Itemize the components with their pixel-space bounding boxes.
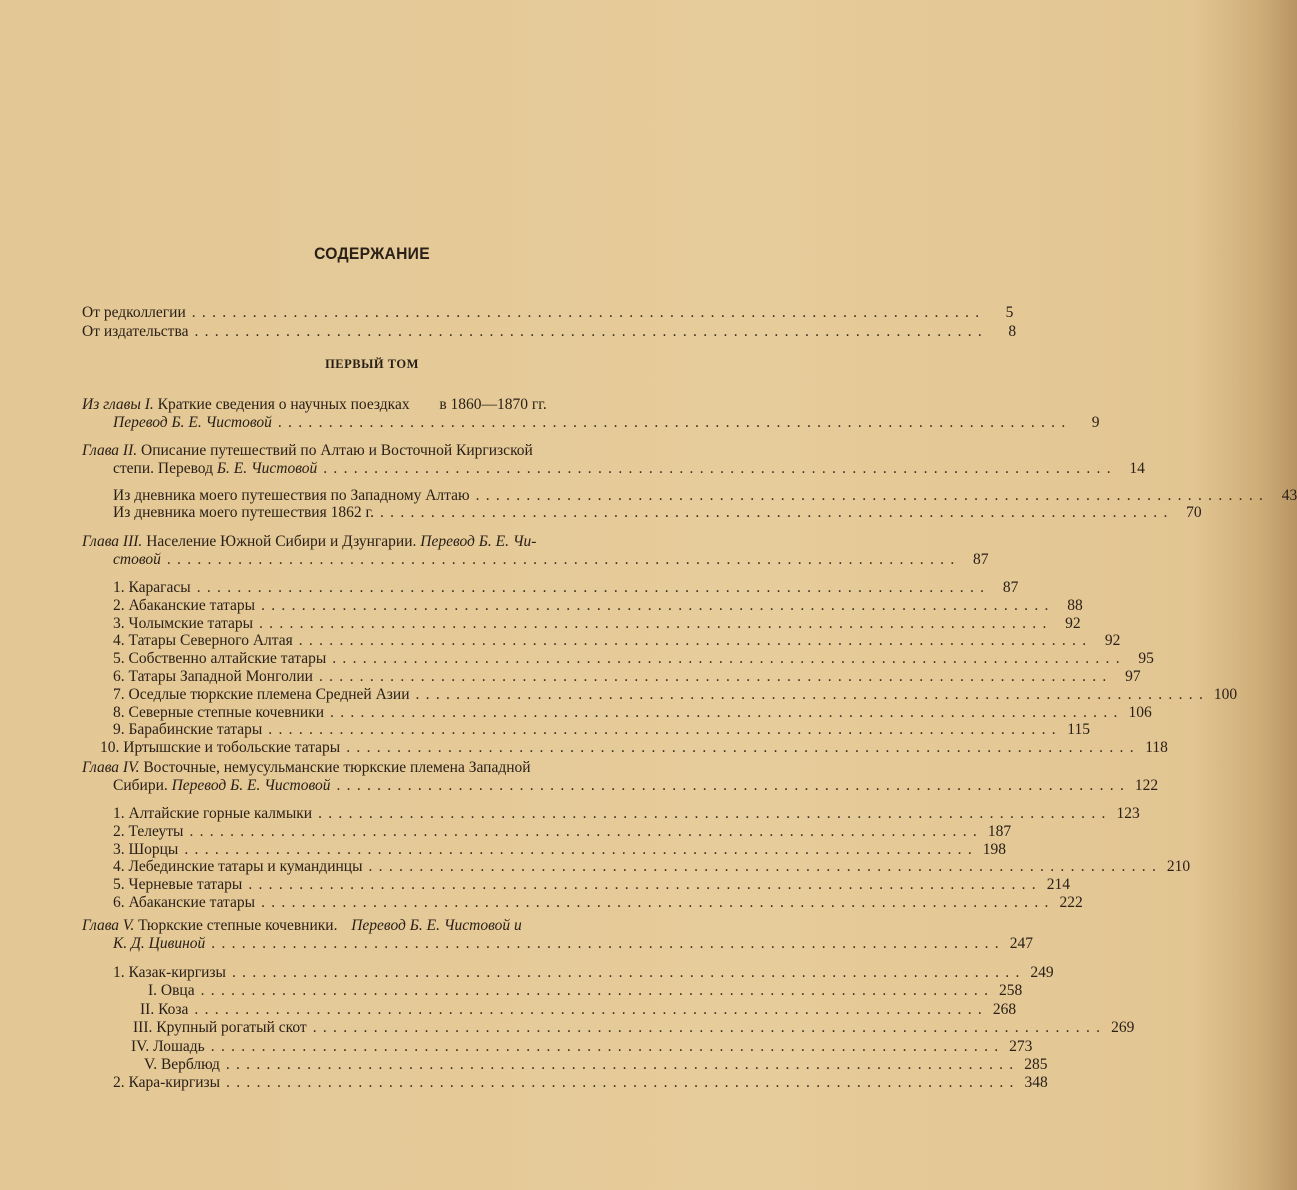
leader-dots: .............................................................................. xyxy=(368,858,1163,876)
toc-entry[interactable] xyxy=(140,1000,1017,1019)
chapter-title: Восточные, немусульманские тюркские племена Западной xyxy=(143,759,531,776)
toc-entry[interactable] xyxy=(113,776,1159,795)
entry-title: V. Верблюд xyxy=(144,1056,220,1073)
entry-title: 2. Абаканские татары xyxy=(113,596,256,614)
page-number: 210 xyxy=(1166,858,1191,876)
toc-entry[interactable] xyxy=(113,578,1019,597)
leader-dots: .............................................................................. xyxy=(261,596,1055,614)
volume-heading: ПЕРВЫЙ ТОМ xyxy=(325,357,419,371)
page-number: 106 xyxy=(1128,703,1152,721)
entry-title: 7. Оседлые тюркские племена Средней Азии xyxy=(113,685,410,703)
toc-entry[interactable] xyxy=(113,875,1070,894)
toc-entry[interactable] xyxy=(133,1018,1135,1037)
entry-title: 2. Телеуты xyxy=(113,822,184,840)
toc-entry[interactable] xyxy=(113,703,1152,722)
page-number: 122 xyxy=(1134,777,1159,794)
translator: Перевод Б. Е. Чистовой xyxy=(171,777,331,794)
leader-dots: .............................................................................. xyxy=(196,579,991,596)
page-number: 247 xyxy=(1009,935,1033,952)
page-number: 187 xyxy=(987,822,1012,840)
page-number: 92 xyxy=(1065,614,1081,632)
leader-dots: .............................................................................. xyxy=(258,614,1053,632)
leader-dots: .............................................................................. xyxy=(277,414,1072,431)
leader-dots: .............................................................................. xyxy=(261,894,1055,911)
leader-dots: .............................................................................. xyxy=(298,632,1093,650)
translator: Перевод Б. Е. Чистовой xyxy=(113,414,272,431)
toc-entry[interactable] xyxy=(113,822,1012,841)
translator-cont: стовой xyxy=(113,551,161,568)
page-number: 87 xyxy=(1002,579,1019,596)
toc-entry[interactable] xyxy=(100,738,1168,757)
leader-dots: .............................................................................. xyxy=(231,964,1026,981)
entry-title: 10. Иртышские и тобольские татары xyxy=(100,739,341,757)
page-number: 214 xyxy=(1046,876,1070,894)
leader-dots: .............................................................................. xyxy=(330,703,1124,721)
translator-cont: К. Д. Цивиной xyxy=(113,935,206,952)
chapter-1-heading[interactable] xyxy=(82,395,718,414)
chapter-label: Глава II. xyxy=(82,442,138,459)
leader-dots: .............................................................................. xyxy=(318,668,1113,685)
page-number: 88 xyxy=(1067,596,1083,614)
page-number: 268 xyxy=(992,1000,1017,1018)
page-number: 43 xyxy=(1281,487,1297,504)
chapter-title-cont: Сибири. xyxy=(113,777,168,794)
translator: Б. Е. Чистовой xyxy=(216,460,318,477)
entry-title: 4. Лебединские татары и кумандинцы xyxy=(113,858,363,876)
toc-entry[interactable] xyxy=(113,631,1121,650)
leader-dots: .............................................................................. xyxy=(210,1037,1005,1055)
toc-entry[interactable] xyxy=(113,1073,1048,1092)
toc-entry[interactable] xyxy=(113,667,1141,686)
leader-dots: .............................................................................. xyxy=(191,304,986,321)
leader-dots: .............................................................................. xyxy=(346,739,1140,757)
entry-title: 4. Татары Северного Алтая xyxy=(113,632,293,650)
toc-entry[interactable] xyxy=(144,1055,1048,1074)
chapter-label: Глава III. xyxy=(82,533,143,550)
entry-title: IV. Лошадь xyxy=(131,1037,205,1055)
chapter-5-heading[interactable] xyxy=(82,916,718,935)
page-number: 348 xyxy=(1024,1074,1048,1092)
leader-dots: .............................................................................. xyxy=(415,685,1210,703)
leader-dots: .............................................................................. xyxy=(225,1056,1020,1073)
leader-dots: .............................................................................. xyxy=(166,551,961,568)
entry-title: 2. Кара-киргизы xyxy=(113,1074,221,1092)
entry-title: 1. Казак-киргизы xyxy=(113,964,226,981)
translator: Перевод Б. Е. Чи- xyxy=(420,533,537,550)
chapter-4-heading[interactable] xyxy=(82,758,718,777)
leader-dots: .............................................................................. xyxy=(379,504,1174,521)
leader-dots: .............................................................................. xyxy=(211,935,1005,952)
toc-entry[interactable] xyxy=(113,459,1145,478)
page-number: 269 xyxy=(1111,1019,1135,1037)
chapter-label: Из главы I. xyxy=(82,396,154,413)
entry-title: 6. Абаканские татары xyxy=(113,894,256,911)
page-number: 115 xyxy=(1067,721,1090,739)
page-number: 14 xyxy=(1129,460,1145,477)
entry-title: 5. Черневые татары xyxy=(113,876,243,894)
page-number: 222 xyxy=(1059,894,1083,911)
entry-title: 9. Барабинские татары xyxy=(113,721,263,739)
chapter-title: Описание путешествий по Алтаю и Восточной Киргизской xyxy=(141,442,533,459)
entry-title: От редколлегии xyxy=(82,304,186,321)
toc-entry[interactable] xyxy=(113,503,1202,522)
entry-title: Из дневника моего путешествия 1862 г. xyxy=(113,504,374,521)
entry-title: 1. Алтайские горные калмыки xyxy=(113,805,313,822)
toc-entry[interactable] xyxy=(131,1037,1033,1056)
leader-dots: .............................................................................. xyxy=(189,822,984,840)
page-number: 258 xyxy=(999,982,1023,1000)
page-number: 97 xyxy=(1125,668,1141,685)
chapter-label: Глава IV. xyxy=(82,759,140,776)
chapter-3-heading[interactable] xyxy=(82,532,718,551)
page-number: 273 xyxy=(1009,1037,1033,1055)
entry-title: 3. Шорцы xyxy=(113,840,179,858)
page-number: 87 xyxy=(973,551,989,568)
toc-entry[interactable] xyxy=(113,840,1007,859)
page-number: 92 xyxy=(1104,632,1121,650)
toc-entry[interactable] xyxy=(113,596,1083,615)
page-number: 70 xyxy=(1186,504,1202,521)
toc-entry[interactable] xyxy=(113,934,1033,953)
chapter-title-years: в 1860—1870 гг. xyxy=(439,396,547,413)
chapter-title: Тюркские степные кочевники. xyxy=(138,917,338,934)
leader-dots: .............................................................................. xyxy=(194,1000,989,1018)
chapter-title-cont: степи. Перевод xyxy=(113,460,213,477)
entry-title: 8. Северные степные кочевники xyxy=(113,703,325,721)
leader-dots: .............................................................................. xyxy=(318,805,1112,822)
page-number: 8 xyxy=(1008,323,1017,340)
leader-dots: .............................................................................. xyxy=(194,323,989,340)
page-number: 249 xyxy=(1030,964,1054,981)
leader-dots: .............................................................................. xyxy=(336,777,1131,794)
toc-entry[interactable] xyxy=(113,893,1083,912)
page-number: 285 xyxy=(1024,1056,1048,1073)
toc-entry[interactable] xyxy=(113,413,1100,432)
entry-title: Из дневника моего путешествия по Западному Алтаю xyxy=(113,487,470,504)
leader-dots: .............................................................................. xyxy=(323,460,1117,477)
toc-entry[interactable] xyxy=(82,322,1017,341)
chapter-label: Глава V. xyxy=(82,917,135,934)
toc-entry[interactable] xyxy=(113,963,1054,982)
entry-title: 5. Собственно алтайские татары xyxy=(113,650,327,668)
leader-dots: .............................................................................. xyxy=(226,1074,1020,1092)
entry-title: II. Коза xyxy=(140,1000,189,1018)
entry-title: I. Овца xyxy=(148,982,195,1000)
leader-dots: .............................................................................. xyxy=(200,982,995,1000)
toc-entry[interactable] xyxy=(113,720,1090,739)
page-number: 123 xyxy=(1116,805,1140,822)
chapter-2-heading[interactable] xyxy=(82,441,718,460)
page-number: 198 xyxy=(982,840,1007,858)
leader-dots: .............................................................................. xyxy=(312,1019,1107,1037)
page-title: СОДЕРЖАНИЕ xyxy=(314,244,430,263)
toc-entry[interactable] xyxy=(113,804,1140,823)
chapter-title: Население Южной Сибири и Дзунгарии. xyxy=(146,533,417,550)
page-number: 95 xyxy=(1138,650,1154,668)
leader-dots: .............................................................................. xyxy=(248,876,1042,894)
entry-title: III. Крупный рогатый скот xyxy=(133,1019,307,1037)
toc-entry[interactable] xyxy=(148,981,1023,1000)
leader-dots: .............................................................................. xyxy=(475,487,1270,504)
entry-title: 6. Татары Западной Монголии xyxy=(113,668,313,685)
page-number: 100 xyxy=(1213,685,1238,703)
toc-entry[interactable] xyxy=(82,303,1014,322)
chapter-title: Краткие сведения о научных поездках xyxy=(157,396,410,413)
toc-entry[interactable] xyxy=(113,614,1081,633)
toc-entry[interactable] xyxy=(113,685,1238,704)
entry-title: 3. Чолымские татары xyxy=(113,614,253,632)
entry-title: 1. Карагасы xyxy=(113,579,191,596)
toc-entry[interactable] xyxy=(113,857,1191,876)
leader-dots: .............................................................................. xyxy=(332,650,1126,668)
entry-title: От издательства xyxy=(82,323,189,340)
leader-dots: .............................................................................. xyxy=(268,721,1062,739)
leader-dots: .............................................................................. xyxy=(184,840,979,858)
page-number: 9 xyxy=(1091,414,1100,431)
page-number: 118 xyxy=(1145,739,1168,757)
translator: Перевод Б. Е. Чистовой и xyxy=(351,917,522,934)
toc-entry[interactable] xyxy=(113,550,989,569)
page-number: 5 xyxy=(1005,304,1014,321)
toc-entry[interactable] xyxy=(113,649,1154,668)
